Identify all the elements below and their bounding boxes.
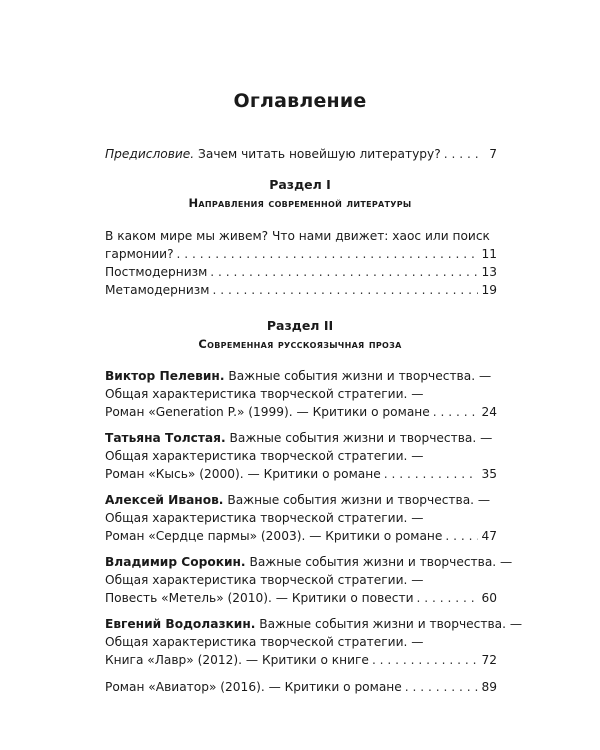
toc-entry-line[interactable]: Татьяна Толстая. Важные события жизни и творчества. — [105, 431, 493, 445]
toc-entry-line[interactable]: Общая характеристика творческой стратегии. — [105, 449, 424, 463]
author-name: Алексей Иванов. [105, 493, 224, 507]
leader-dots [384, 465, 479, 483]
toc-entry-line[interactable]: Повесть «Метель» (2010). — Критики о повести . . . 60 [105, 589, 497, 607]
page-number: 89 [481, 680, 497, 694]
author-name: Евгений Водолазкин. [105, 617, 256, 631]
toc-entry-metamodernism[interactable]: Метамодернизм . . . 19 [105, 281, 497, 299]
leader-dots [405, 678, 479, 696]
toc-entry-line[interactable]: Роман «Сердце пармы» (2003). — Критики о романе . . . 47 [105, 527, 497, 545]
toc-entry-line[interactable]: Общая характеристика творческой стратегии. — [105, 387, 424, 401]
leader-dots [444, 145, 480, 163]
toc-entry-line[interactable]: Общая характеристика творческой стратегии. — [105, 635, 424, 649]
toc-entry-line[interactable]: Роман «Кысь» (2000). — Критики о романе . . . 35 [105, 465, 497, 483]
author-name: Татьяна Толстая. [105, 431, 226, 445]
page-number: 19 [481, 283, 497, 297]
page-number: 13 [481, 265, 497, 279]
leader-dots [372, 651, 479, 669]
section-1-label: Раздел I [269, 177, 331, 192]
toc-entry-line[interactable]: Роман «Generation P.» (1999). — Критики о романе . . . 24 [105, 403, 497, 421]
toc-entry-postmodernism[interactable]: Постмодернизм . . . 13 [105, 263, 497, 281]
toc-entry-line[interactable]: Книга «Лавр» (2012). — Критики о книге . . . 72 [105, 651, 497, 669]
page-title: Оглавление [233, 90, 367, 112]
toc-entry-line[interactable]: Евгений Водолазкин. Важные события жизни и творчества. — [105, 617, 523, 631]
leader-dots [433, 403, 479, 421]
toc-entry-preface[interactable] [105, 145, 497, 163]
leader-dots [210, 263, 478, 281]
preface-text: Зачем читать новейшую литературу? [194, 147, 441, 161]
toc-entry-line[interactable]: В каком мире мы живем? Что нами движет: хаос или поиск [105, 229, 490, 243]
page-number: 72 [481, 653, 497, 667]
author-name: Виктор Пелевин. [105, 369, 225, 383]
leader-dots [177, 245, 479, 263]
preface-label: Предисловие. [105, 147, 195, 161]
toc-entry-line[interactable]: гармонии? . . . 11 [105, 245, 497, 263]
toc-entry-aviator[interactable]: Роман «Авиатор» (2016). — Критики о романе . . . 89 [105, 678, 497, 696]
leader-dots [445, 527, 478, 545]
page-number: 11 [481, 247, 497, 261]
toc-entry-line[interactable]: Общая характеристика творческой стратегии. — [105, 573, 424, 587]
toc-entry-line[interactable]: Виктор Пелевин. Важные события жизни и творчества. — [105, 369, 492, 383]
toc-entry-line[interactable]: Владимир Сорокин. Важные события жизни и творчества. — [105, 555, 513, 569]
leader-dots [212, 281, 478, 299]
section-1-title: Направления современной литературы [188, 196, 412, 210]
toc-entry-line[interactable]: Общая характеристика творческой стратегии. — [105, 511, 424, 525]
page-number: 60 [481, 591, 497, 605]
author-name: Владимир Сорокин. [105, 555, 246, 569]
section-2-label: Раздел II [266, 318, 334, 333]
page-number: 47 [481, 529, 497, 543]
toc-entry-line[interactable]: Алексей Иванов. Важные события жизни и творчества. — [105, 493, 491, 507]
leader-dots [417, 589, 479, 607]
page-number: 24 [481, 405, 497, 419]
page-number: 7 [489, 147, 497, 161]
page-number: 35 [481, 467, 497, 481]
section-2-title: Современная русскоязычная проза [198, 337, 402, 351]
